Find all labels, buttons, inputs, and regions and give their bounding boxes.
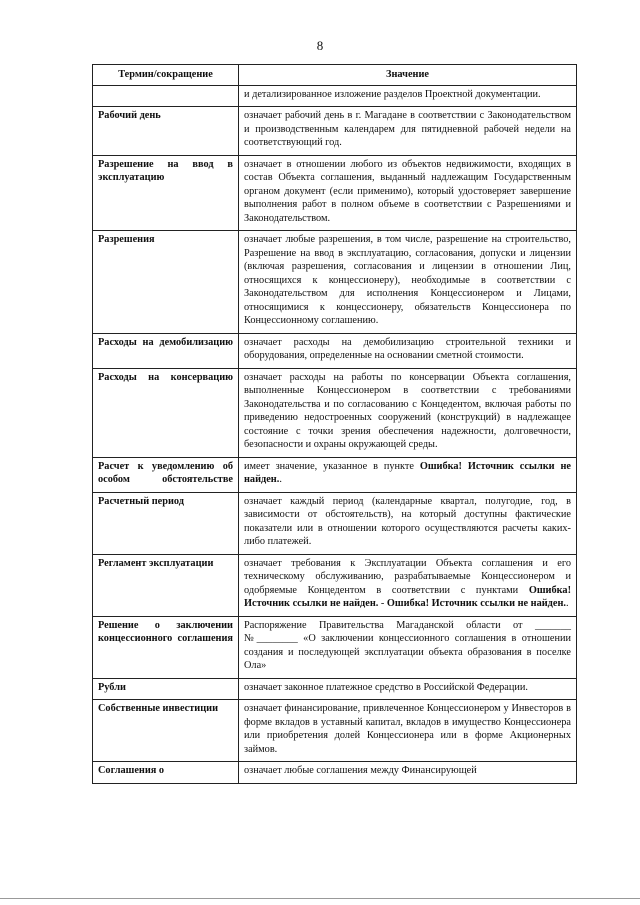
table-row [93,492,577,554]
meaning-cell: и детализированное изложение разделов Проектной документации. [239,85,577,107]
meaning-cell: означает финансирование, привлеченное Концессионером у Инвесторов в форме вкладов в уставный капитал, вкладов в имущество Концессионера или приобретения долей Концессионера или в форме Акционерных займов. [239,700,577,762]
table-row [93,616,577,678]
table-row [93,762,577,784]
meaning-cell: означает законное платежное средство в Российской Федерации. [239,678,577,700]
term-cell: Регламент эксплуатации [93,554,239,616]
term-cell: Расходы на консервацию [93,368,239,457]
term-cell: Рабочий день [93,107,239,156]
meaning-cell: означает любые разрешения, в том числе, разрешение на строительство, Разрешение на ввод в эксплуатацию, согласования, допуски и лицензии (включая разрешения, согласования и лицензии в отношении Лиц, относящихся к концессионеру), необходимые в соответствии с Законодательством для исполнения Концессионером и Лицами, относящимися к концессионеру, обязательств Концессионера по Концессионному соглашению. [239,231,577,334]
term-cell: Соглашения о [93,762,239,784]
term-cell: Рубли [93,678,239,700]
terms-table [92,64,577,784]
term-cell [93,85,239,107]
term-cell: Решение о заключении концессионного соглашения [93,616,239,678]
term-cell: Расчет к уведомлению об особом обстоятельстве [93,457,239,492]
header-term: Термин/сокращение [93,65,239,86]
meaning-text: - [378,598,387,609]
meaning-text: . [565,598,569,609]
broken-reference: Ошибка! Источник ссылки не найден. [244,460,571,485]
meaning-text: . [279,474,282,485]
table-row [93,678,577,700]
meaning-cell: означает любые соглашения между Финансирующей [239,762,577,784]
header-meaning: Значение [239,65,577,86]
table-row [93,554,577,616]
meaning-cell: означает каждый период (календарные квартал, полугодие, год, в зависимости от обстоятельств), на который доступны фактические показатели или в отношении которого осуществляются расчеты каких-либо платежей. [239,492,577,554]
table-row [93,155,577,231]
table-row [93,85,577,107]
page-number: 8 [316,38,324,53]
page-bottom-edge [0,898,640,899]
table-row [93,457,577,492]
table-row [93,368,577,457]
term-cell: Разрешения [93,231,239,334]
table-row [93,107,577,156]
term-cell: Собственные инвестиции [93,700,239,762]
table-row [93,231,577,334]
broken-reference: Ошибка! Источник ссылки не найден. [386,598,566,609]
table-row [93,700,577,762]
meaning-cell [239,457,577,492]
meaning-cell: означает рабочий день в г. Магадане в соответствии с Законодательством и производственным календарем для пятидневной рабочей недели на соответствующий год. [239,107,577,156]
meaning-cell: означает расходы на работы по консервации Объекта соглашения, выполненные Концессионером в соответствии с требованиями Законодательства и по согласованию с Концедентом, включая работы по приведению недостроенных сооружений (конструкций) в надлежащее состояние с точки зрения обеспечения надежности, долговечности, безопасности и охраны окружающей среды. [239,368,577,457]
meaning-cell: Распоряжение Правительства Магаданской области от _______ №________ «О заключении концессионного соглашения в отношении создания и последующей эксплуатации объекта образования в поселке Ола» [239,616,577,678]
table-row [93,333,577,368]
meaning-cell [239,554,577,616]
meaning-cell: означает в отношении любого из объектов недвижимости, входящих в состав Объекта соглашения, выданный надлежащим Государственным органом документ (если применимо), который удостоверяет завершение выполнения работ в полном объеме в соответствии с Разрешениями и Законодательством. [239,155,577,231]
table-header-row [93,65,577,86]
term-cell: Расходы на демобилизацию [93,333,239,368]
broken-reference: Ошибка! Источник ссылки не найден. [244,584,571,609]
meaning-text: имеет значение, указанное в пункте [244,460,420,472]
meaning-text: означает требования к Эксплуатации Объекта соглашения и его техническому обслуживанию, разрабатываемые Концессионером и одобряемые Концедентом в соответствии с пунктами [244,557,571,596]
meaning-cell: означает расходы на демобилизацию строительной техники и оборудования, определенные на основании сметной стоимости. [239,333,577,368]
term-cell: Разрешение на ввод в эксплуатацию [93,155,239,231]
term-cell: Расчетный период [93,492,239,554]
